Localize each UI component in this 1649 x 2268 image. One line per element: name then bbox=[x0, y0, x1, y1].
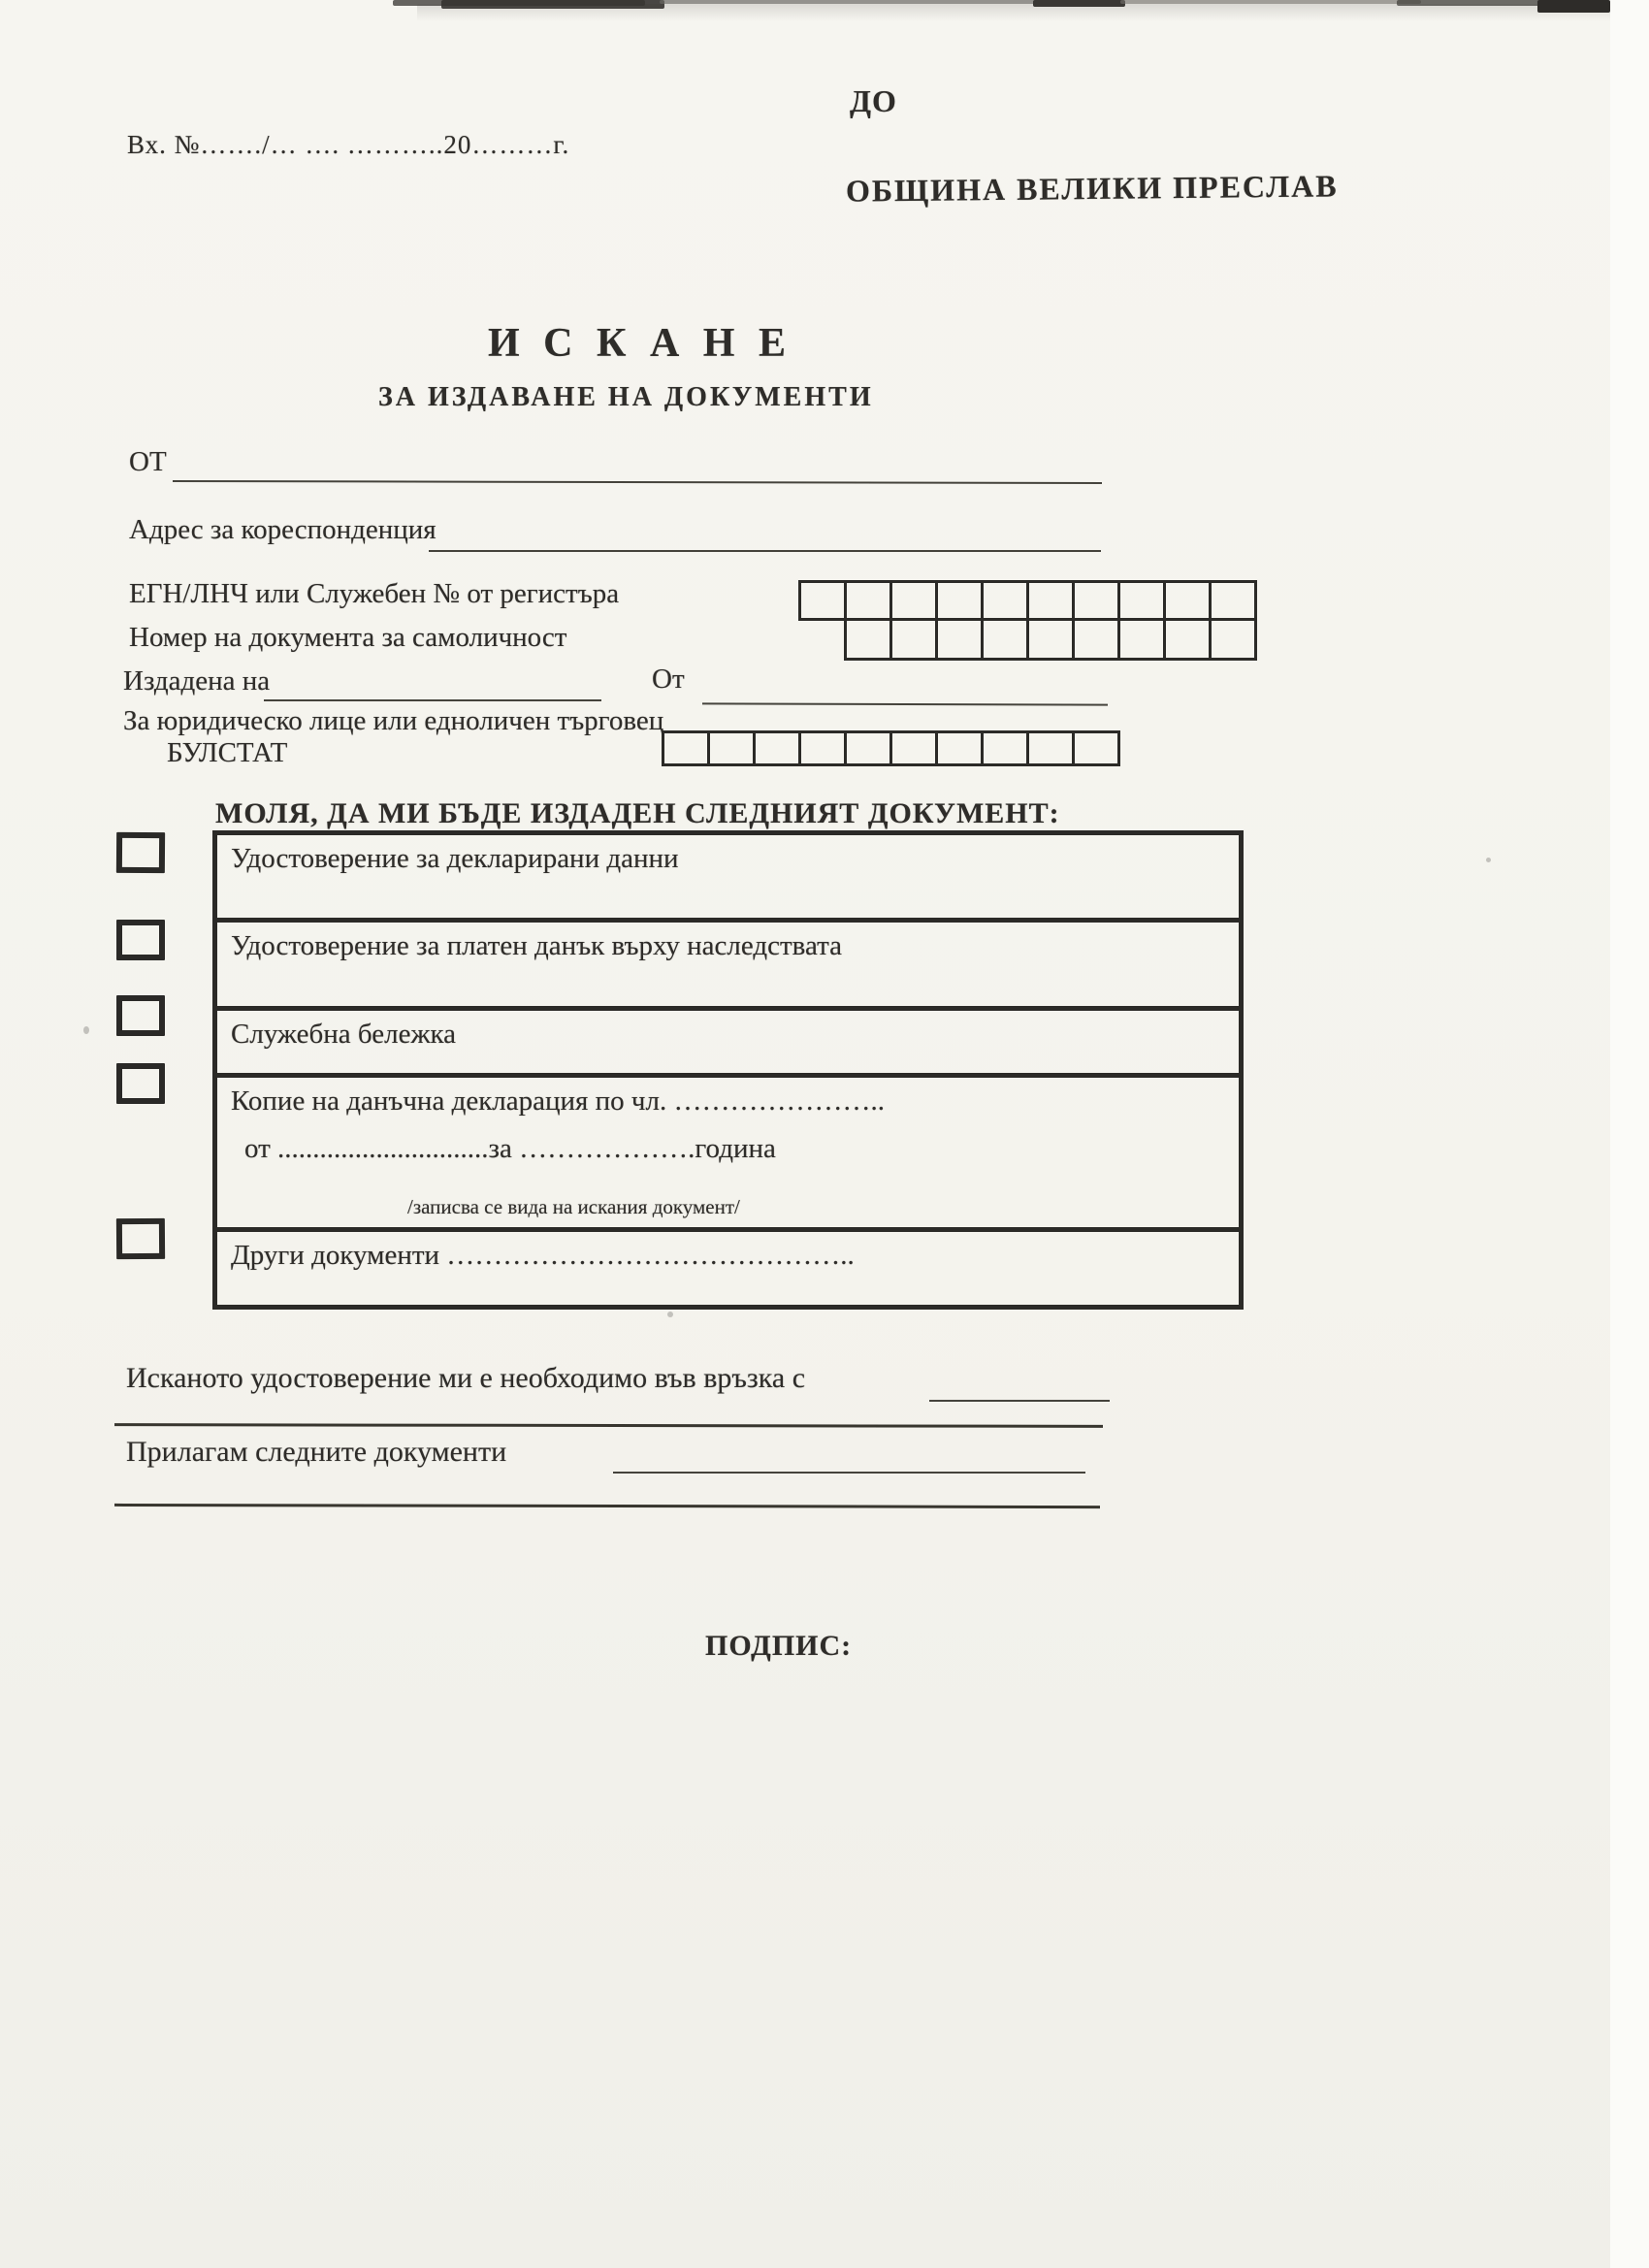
grid-cell bbox=[889, 730, 938, 766]
purpose-write-line-short bbox=[929, 1400, 1110, 1402]
scan-artifact bbox=[1397, 0, 1542, 6]
option-label: Удостоверение за платен данък върху наследствата bbox=[231, 930, 842, 961]
egn-grid-row-2 bbox=[844, 618, 1257, 661]
grid-cell bbox=[981, 580, 1029, 621]
grid-cell bbox=[844, 618, 892, 661]
grid-cell bbox=[1026, 580, 1075, 621]
grid-cell bbox=[1163, 580, 1212, 621]
issued-on-write-line bbox=[264, 699, 601, 701]
grid-cell bbox=[1072, 730, 1120, 766]
form-title: И С К А Н Е bbox=[488, 321, 792, 366]
checkbox-option-2 bbox=[116, 920, 165, 960]
document-type-note: /записва се вида на искания документ/ bbox=[407, 1195, 740, 1218]
option-row-2 bbox=[217, 923, 1239, 1011]
grid-cell bbox=[1117, 618, 1166, 661]
grid-cell bbox=[1117, 580, 1166, 621]
legal-entity-label: За юридическо лице или едноличен търговец bbox=[123, 705, 664, 736]
paper-speck bbox=[667, 1312, 673, 1317]
purpose-label: Исканото удостоверение ми е необходимо във връзка с bbox=[126, 1362, 806, 1394]
grid-cell bbox=[844, 580, 892, 621]
option-label-line2: от ..............................за ……………….година bbox=[244, 1133, 776, 1164]
grid-cell bbox=[1163, 618, 1212, 661]
scan-artifact bbox=[660, 0, 1038, 4]
paper-speck bbox=[1486, 858, 1491, 862]
checkbox-option-1 bbox=[116, 832, 165, 873]
options-table bbox=[212, 830, 1244, 1310]
attachments-write-line-full bbox=[114, 1504, 1100, 1508]
option-row-5 bbox=[217, 1232, 1239, 1305]
from-label: ОТ bbox=[129, 446, 167, 477]
id-document-label: Номер на документа за самоличност bbox=[129, 622, 567, 653]
grid-cell bbox=[981, 618, 1029, 661]
scan-artifact bbox=[1120, 0, 1421, 4]
grid-cell bbox=[889, 580, 938, 621]
attachments-write-line bbox=[613, 1472, 1085, 1474]
attachments-label: Прилагам следните документи bbox=[126, 1436, 507, 1468]
option-row-1 bbox=[217, 835, 1239, 923]
option-row-3 bbox=[217, 1011, 1239, 1078]
option-label: Други документи …………………………………….. bbox=[231, 1240, 855, 1271]
bulstat-grid-row bbox=[662, 730, 1120, 766]
purpose-write-line-full bbox=[114, 1423, 1103, 1428]
grid-cell bbox=[889, 618, 938, 661]
grid-cell bbox=[1209, 618, 1257, 661]
issued-by-write-line bbox=[702, 702, 1108, 705]
addressee-label: ДО bbox=[850, 83, 897, 118]
egn-grid bbox=[798, 580, 1257, 661]
grid-cell bbox=[1072, 618, 1120, 661]
from-write-line bbox=[173, 480, 1102, 484]
scan-artifact bbox=[1033, 0, 1125, 7]
option-row-4 bbox=[217, 1078, 1239, 1232]
grid-cell bbox=[935, 618, 984, 661]
grid-cell bbox=[707, 730, 756, 766]
entry-number-line: Вх. №……./… …. ………..20………г. bbox=[127, 130, 570, 159]
paper-speck bbox=[83, 1026, 89, 1034]
grid-cell bbox=[662, 730, 710, 766]
bulstat-grid bbox=[662, 730, 1120, 766]
grid-cell bbox=[798, 730, 847, 766]
issued-by-label: От bbox=[652, 664, 685, 695]
egn-grid-row-1 bbox=[798, 580, 1257, 621]
scan-artifact bbox=[441, 0, 664, 9]
checkbox-option-4 bbox=[116, 1063, 165, 1104]
form-subtitle: ЗА ИЗДАВАНЕ НА ДОКУМЕНТИ bbox=[378, 382, 874, 412]
grid-cell bbox=[1209, 580, 1257, 621]
grid-cell bbox=[1072, 580, 1120, 621]
grid-cell bbox=[1026, 618, 1075, 661]
grid-cell bbox=[798, 580, 847, 621]
grid-cell bbox=[1026, 730, 1075, 766]
grid-cell bbox=[981, 730, 1029, 766]
grid-cell bbox=[935, 730, 984, 766]
option-label: Служебна бележка bbox=[231, 1019, 456, 1050]
checkbox-option-5 bbox=[116, 1218, 165, 1259]
grid-cell bbox=[935, 580, 984, 621]
request-heading: МОЛЯ, ДА МИ БЪДЕ ИЗДАДЕН СЛЕДНИЯТ ДОКУМЕНТ: bbox=[215, 797, 1060, 829]
signature-label: ПОДПИС: bbox=[705, 1630, 853, 1662]
egn-label: ЕГН/ЛНЧ или Служебен № от регистъра bbox=[129, 578, 620, 609]
issued-on-label: Издадена на bbox=[123, 665, 271, 697]
scan-artifact bbox=[1610, 0, 1649, 2268]
option-label: Удостоверение за декларирани данни bbox=[231, 843, 679, 874]
address-label: Адрес за кореспонденция bbox=[129, 514, 436, 545]
grid-cell bbox=[753, 730, 801, 766]
option-label: Копие на данъчна декларация по чл. ………………….. bbox=[231, 1085, 885, 1117]
grid-cell bbox=[844, 730, 892, 766]
scan-artifact bbox=[1537, 0, 1610, 13]
bulstat-label: БУЛСТАТ bbox=[167, 737, 288, 768]
checkbox-option-3 bbox=[116, 995, 165, 1036]
address-write-line bbox=[429, 550, 1101, 552]
municipality-name: ОБЩИНА ВЕЛИКИ ПРЕСЛАВ bbox=[845, 168, 1339, 209]
